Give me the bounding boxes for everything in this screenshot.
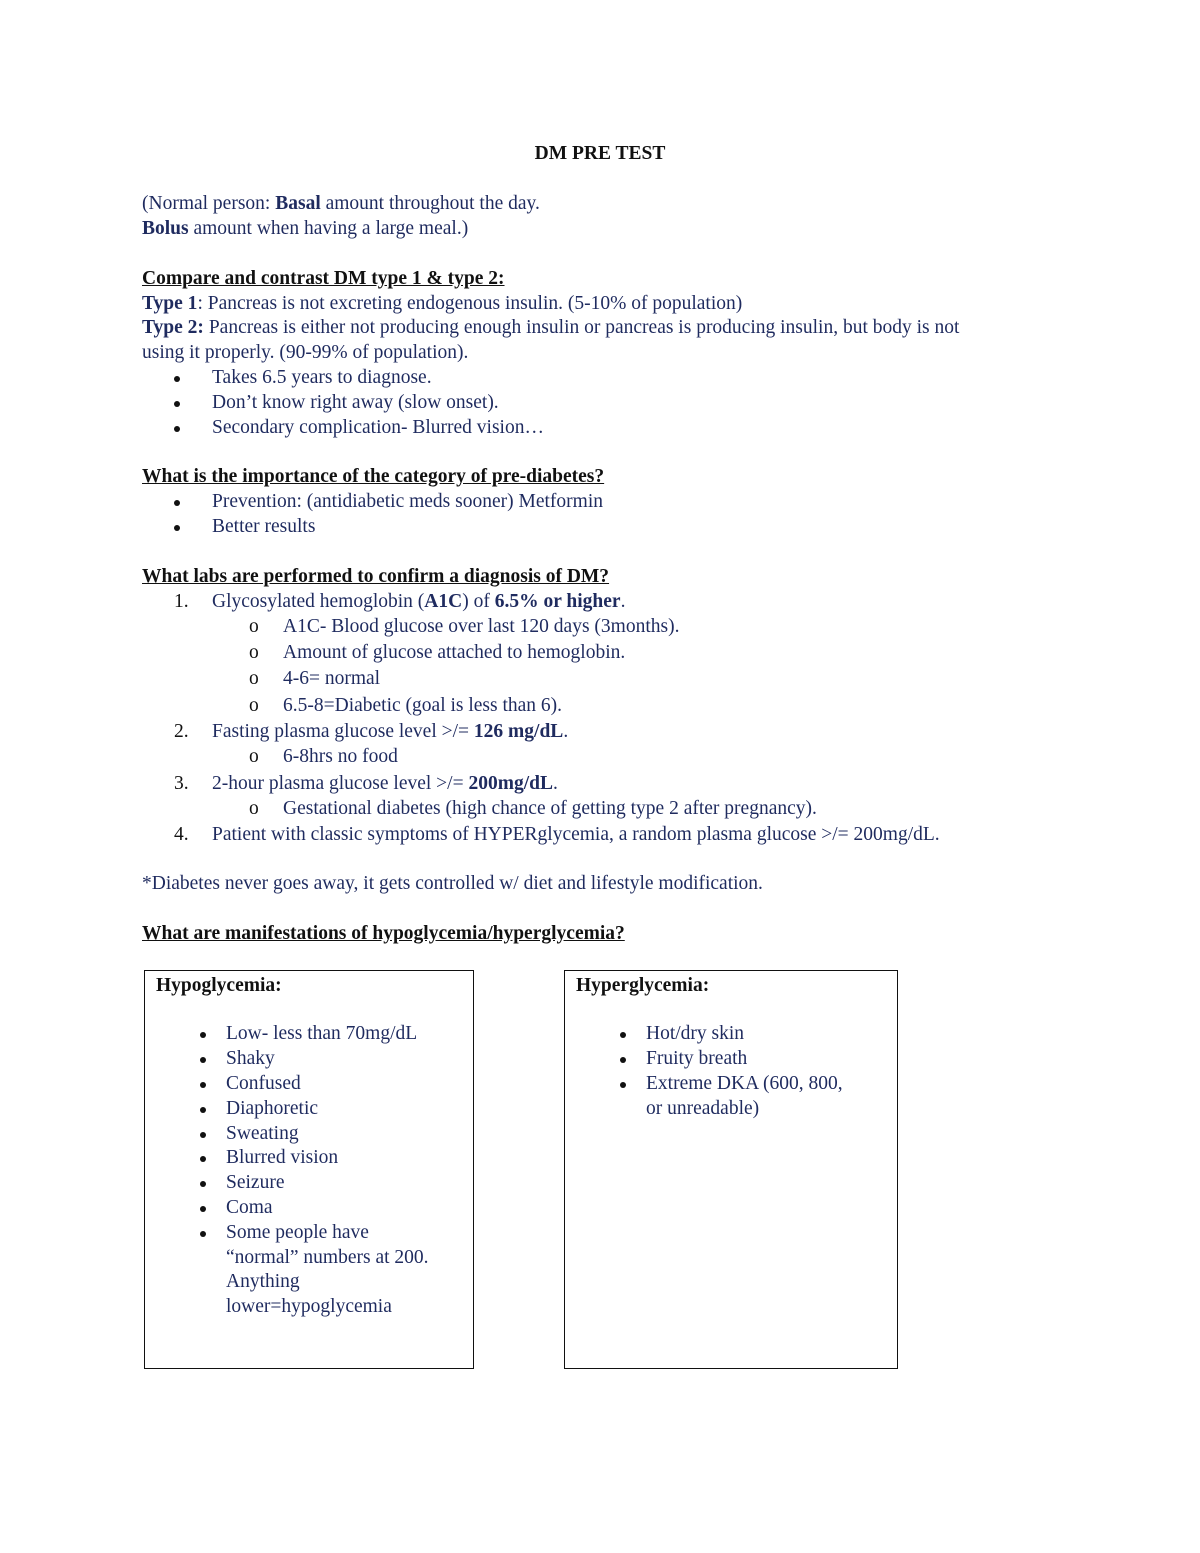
list-item: Prevention: (antidiabetic meds sooner) Metformin: [212, 490, 603, 514]
lab-item-4: 4. Patient with classic symptoms of HYPERglycemia, a random plasma glucose >/= 200mg/dL.: [174, 824, 940, 845]
bullet-icon: [174, 525, 180, 531]
list-item: Shaky: [226, 1047, 275, 1072]
lab-item-3: 3. 2-hour plasma glucose level >/= 200mg/dL.: [174, 773, 558, 794]
list-number: 3.: [174, 773, 189, 794]
circle-bullet-icon: o: [249, 695, 259, 716]
circle-bullet-icon: o: [249, 746, 259, 767]
list-item: Diaphoretic: [226, 1097, 318, 1122]
bullet-icon: [200, 1132, 206, 1138]
bullet-icon: [174, 426, 180, 432]
compare-heading: Compare and contrast DM type 1 & type 2:: [142, 268, 505, 289]
list-item-continuation: Anything: [226, 1271, 300, 1292]
document-title: DM PRE TEST: [534, 143, 666, 164]
bullet-icon: [200, 1156, 206, 1162]
type2-label: Type 2:: [142, 317, 204, 338]
sub-item: o 4-6= normal: [249, 668, 381, 689]
bullet-icon: [200, 1082, 206, 1088]
bullet-icon: [174, 500, 180, 506]
bullet-icon: [620, 1082, 626, 1088]
list-number: 4.: [174, 824, 189, 845]
list-item: Confused: [226, 1072, 301, 1097]
list-number: 1.: [174, 591, 189, 612]
list-item: Extreme DKA (600, 800,: [646, 1072, 843, 1097]
labs-heading: What labs are performed to confirm a diagnosis of DM?: [142, 566, 610, 587]
bullet-icon: [174, 401, 180, 407]
list-item: Low- less than 70mg/dL: [226, 1022, 417, 1047]
sub-item: o 6-8hrs no food: [249, 746, 398, 767]
hyperglycemia-box: [564, 970, 898, 1369]
type2-line: [142, 316, 959, 340]
bullet-icon: [200, 1057, 206, 1063]
list-item: Takes 6.5 years to diagnose.: [212, 366, 432, 390]
list-item-continuation: “normal” numbers at 200.: [226, 1247, 429, 1268]
type2-text: Pancreas is either not producing enough insulin or pancreas is producing insulin, but body is not: [203, 317, 960, 338]
lab-item-1: 1. Glycosylated hemoglobin (A1C) of 6.5% or higher.: [174, 591, 626, 612]
list-item: Sweating: [226, 1122, 299, 1147]
list-item-continuation: or unreadable): [646, 1098, 760, 1119]
bullet-icon: [200, 1231, 206, 1237]
intro-text: (Normal person:: [142, 193, 276, 214]
bullet-icon: [200, 1181, 206, 1187]
bullet-icon: [620, 1032, 626, 1038]
list-item: Some people have: [226, 1221, 369, 1246]
sub-item: o A1C- Blood glucose over last 120 days (3months).: [249, 616, 680, 637]
bullet-icon: [200, 1206, 206, 1212]
list-item: Fruity breath: [646, 1047, 747, 1072]
intro-text: amount throughout the day.: [320, 193, 540, 214]
intro-text: amount when having a large meal.): [188, 218, 469, 239]
bullet-icon: [200, 1107, 206, 1113]
intro-line-2: [142, 217, 468, 241]
prediabetes-heading: What is the importance of the category of pre-diabetes?: [142, 466, 605, 487]
circle-bullet-icon: o: [249, 798, 259, 819]
basal-term: Basal: [275, 193, 321, 214]
circle-bullet-icon: o: [249, 642, 259, 663]
type1-line: [142, 292, 742, 316]
list-item: Coma: [226, 1196, 273, 1221]
lab-item-2: 2. Fasting plasma glucose level >/= 126 mg/dL.: [174, 721, 569, 742]
bullet-icon: [174, 376, 180, 382]
list-item: Don’t know right away (slow onset).: [212, 391, 499, 415]
circle-bullet-icon: o: [249, 668, 259, 689]
list-item: Seizure: [226, 1171, 284, 1196]
list-item: Better results: [212, 515, 315, 539]
intro-line-1: [142, 192, 540, 216]
type1-text: : Pancreas is not excreting endogenous insulin. (5-10% of population): [197, 293, 743, 314]
hypoglycemia-title: Hypoglycemia:: [156, 975, 282, 996]
diabetes-note: *Diabetes never goes away, it gets controlled w/ diet and lifestyle modification.: [142, 873, 763, 894]
sub-item: o Amount of glucose attached to hemoglobin.: [249, 642, 626, 663]
manifestations-heading: What are manifestations of hypoglycemia/hyperglycemia?: [142, 923, 625, 944]
sub-item: o Gestational diabetes (high chance of getting type 2 after pregnancy).: [249, 798, 817, 819]
sub-item: o 6.5-8=Diabetic (goal is less than 6).: [249, 695, 563, 716]
circle-bullet-icon: o: [249, 616, 259, 637]
bolus-term: Bolus: [142, 218, 189, 239]
bullet-icon: [620, 1057, 626, 1063]
type2-line-cont: using it properly. (90-99% of population).: [142, 342, 469, 363]
list-item: Blurred vision: [226, 1146, 338, 1171]
list-item-continuation: lower=hypoglycemia: [226, 1296, 392, 1317]
hyperglycemia-title: Hyperglycemia:: [576, 975, 710, 996]
list-item: Secondary complication- Blurred vision…: [212, 416, 544, 440]
hypoglycemia-box: [144, 970, 474, 1369]
type1-label: Type 1: [142, 293, 198, 314]
list-item: Hot/dry skin: [646, 1022, 744, 1047]
list-number: 2.: [174, 721, 189, 742]
bullet-icon: [200, 1032, 206, 1038]
